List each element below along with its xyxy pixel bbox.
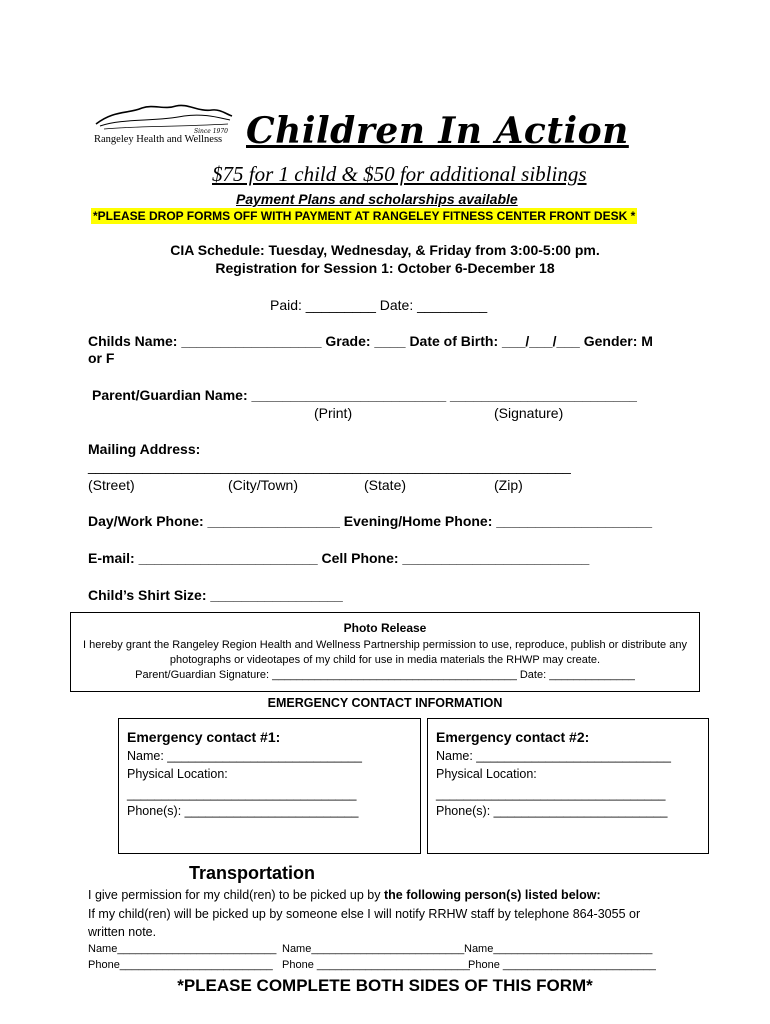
transportation-heading: Transportation bbox=[189, 863, 316, 883]
city-label: (City/Town) bbox=[228, 477, 299, 493]
mailing-underline: ______________________________________________________________ bbox=[88, 458, 571, 474]
drop-off-notice: *PLEASE DROP FORMS OFF WITH PAYMENT AT RANGELEY FITNESS CENTER FRONT DESK * bbox=[93, 209, 636, 223]
street-label: (Street) bbox=[88, 477, 135, 493]
emergency-contact-1-title: Emergency contact #1: bbox=[127, 729, 281, 745]
schedule-line: CIA Schedule: Tuesday, Wednesday, & Friday from 3:00-5:00 pm. bbox=[170, 242, 600, 258]
email-cell-line: E-mail: _______________________ Cell Phone: ________________________ bbox=[88, 550, 590, 566]
pickup-phone-2: Phone _________________________ bbox=[282, 959, 470, 971]
payment-plans-note: Payment Plans and scholarships available bbox=[236, 191, 518, 207]
emergency-contact-1-location: Physical Location: bbox=[127, 767, 228, 781]
transportation-permission-text: I give permission for my child(ren) to be picked up by bbox=[88, 888, 384, 902]
pickup-phone-1: Phone_________________________ bbox=[88, 959, 273, 971]
logo bbox=[94, 100, 234, 148]
emergency-contact-2-title: Emergency contact #2: bbox=[436, 729, 590, 745]
emergency-contact-2-name: Name: ____________________________ bbox=[436, 749, 671, 763]
emergency-contact-2-phone: Phone(s): _________________________ bbox=[436, 804, 668, 818]
parent-name-line: Parent/Guardian Name: _________________________ ________________________ bbox=[92, 387, 637, 403]
pickup-phone-3: Phone _________________________ bbox=[468, 959, 656, 971]
footer-notice: *PLEASE COMPLETE BOTH SIDES OF THIS FORM* bbox=[177, 976, 593, 995]
photo-release-signature: Parent/Guardian Signature: ________________________________________ Date: ______________ bbox=[135, 669, 635, 681]
photo-release-text-2: photographs or videotapes of my child for use in media materials the RHWP may create. bbox=[169, 654, 601, 666]
child-info-line: Childs Name: __________________ Grade: ____ Date of Birth: ___/___/___ Gender: M bbox=[88, 333, 653, 349]
emergency-contact-2-location-line: _________________________________ bbox=[436, 787, 666, 801]
photo-release-box bbox=[70, 612, 700, 692]
signature-label: (Signature) bbox=[494, 405, 564, 421]
emergency-contact-1-phone: Phone(s): _________________________ bbox=[127, 804, 359, 818]
emergency-contact-1-box bbox=[118, 718, 421, 854]
pickup-name-1: Name__________________________ bbox=[88, 943, 277, 955]
transportation-notify: If my child(ren) will be picked up by someone else I will notify RRHW staff by telephone 864-3055 or bbox=[88, 907, 641, 921]
registration-line: Registration for Session 1: October 6-December 18 bbox=[215, 260, 555, 276]
pickup-name-2: Name_________________________ bbox=[282, 943, 465, 955]
emergency-contact-2-box bbox=[427, 718, 709, 854]
emergency-contact-2-location: Physical Location: bbox=[436, 767, 537, 781]
transportation-note: written note. bbox=[88, 925, 157, 939]
phone-line: Day/Work Phone: _________________ Evening/Home Phone: ____________________ bbox=[88, 513, 652, 529]
logo-text: Rangeley Health and Wellness bbox=[94, 134, 223, 145]
emergency-contact-1-location-line: _________________________________ bbox=[127, 787, 357, 801]
emergency-contact-1-name: Name: ____________________________ bbox=[127, 749, 362, 763]
photo-release-title: Photo Release bbox=[343, 621, 427, 635]
page-title: Children In Action bbox=[246, 110, 629, 152]
paid-date-line: Paid: _________ Date: _________ bbox=[270, 297, 488, 313]
state-label: (State) bbox=[364, 477, 407, 493]
mailing-address-label: Mailing Address: bbox=[88, 441, 201, 457]
pickup-name-3: Name__________________________ bbox=[464, 943, 653, 955]
transportation-permission bbox=[88, 888, 601, 902]
shirt-size-line: Child’s Shirt Size: _________________ bbox=[88, 587, 343, 603]
transportation-permission-bold: the following person(s) listed below: bbox=[383, 888, 601, 902]
price-line: $75 for 1 child & $50 for additional siblings bbox=[212, 162, 587, 186]
photo-release-text-1: I hereby grant the Rangeley Region Health and Wellness Partnership permission to use, reproduce, publish or distribute any bbox=[83, 639, 687, 651]
zip-label: (Zip) bbox=[494, 477, 523, 493]
print-label: (Print) bbox=[314, 405, 353, 421]
emergency-heading: EMERGENCY CONTACT INFORMATION bbox=[267, 696, 503, 710]
child-gender-line: or F bbox=[88, 350, 115, 366]
logo-script: Since 1970 bbox=[194, 128, 228, 135]
